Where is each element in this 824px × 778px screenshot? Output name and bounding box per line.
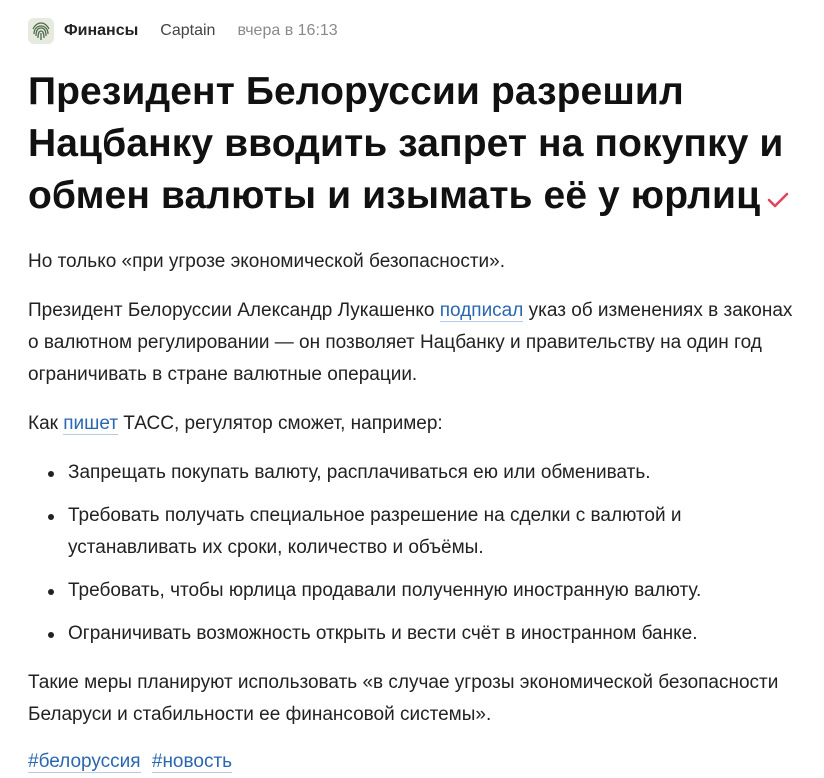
paragraph-1 [28,295,796,391]
link-signed[interactable]: подписал [439,299,524,321]
paragraph-3: Такие меры планируют использовать «в случае угрозы экономической безопасности Беларуси и стабильности ее финансовой системы». [28,671,779,725]
list-item: Требовать получать специальное разрешение на сделки с валютой и устанавливать их сроки, количество и объёмы. [68,500,796,564]
author-name[interactable]: Captain [160,22,216,39]
subsite-avatar[interactable] [28,18,54,44]
article-title-text: Президент Белоруссии разрешил Нацбанку вводить запрет на покупку и обмен валюты и изымать её у юрлиц [28,70,784,217]
paragraph-2 [28,408,796,440]
p1-text-after: указ об изменениях в законах о валютном регулировании — он позволяет Нацбанку и правительству на один год ограничивать в стране валютные операции. [28,299,793,385]
list-item: Запрещать покупать валюту, расплачиваться ею или обменивать. [68,457,796,489]
list-item: Требовать, чтобы юрлица продавали полученную иностранную валюту. [68,575,796,607]
subsite-name[interactable]: Финансы [64,22,139,39]
tag-link[interactable]: #новость [151,750,233,772]
link-writes[interactable]: пишет [63,412,119,434]
article-body [28,246,796,731]
article-meta [28,16,796,46]
tag-link[interactable]: #белоруссия [28,750,141,772]
list-item: Ограничивать возможность открыть и вести счёт в иностранном банке. [68,618,796,650]
article-title [28,66,796,224]
post-time[interactable]: вчера в 16:13 [237,22,338,39]
fingerprint-icon [30,20,52,42]
tags [28,746,796,778]
checkmark-icon [766,172,790,224]
intro-paragraph: Но только «при угрозе экономической безопасности». [28,250,506,272]
p1-text-before: Президент Белоруссии Александр Лукашенко [28,299,440,321]
p2-text-after: ТАСС, регулятор сможет, например: [118,412,443,434]
measures-list [28,457,796,650]
p2-text-before: Как [28,412,64,434]
